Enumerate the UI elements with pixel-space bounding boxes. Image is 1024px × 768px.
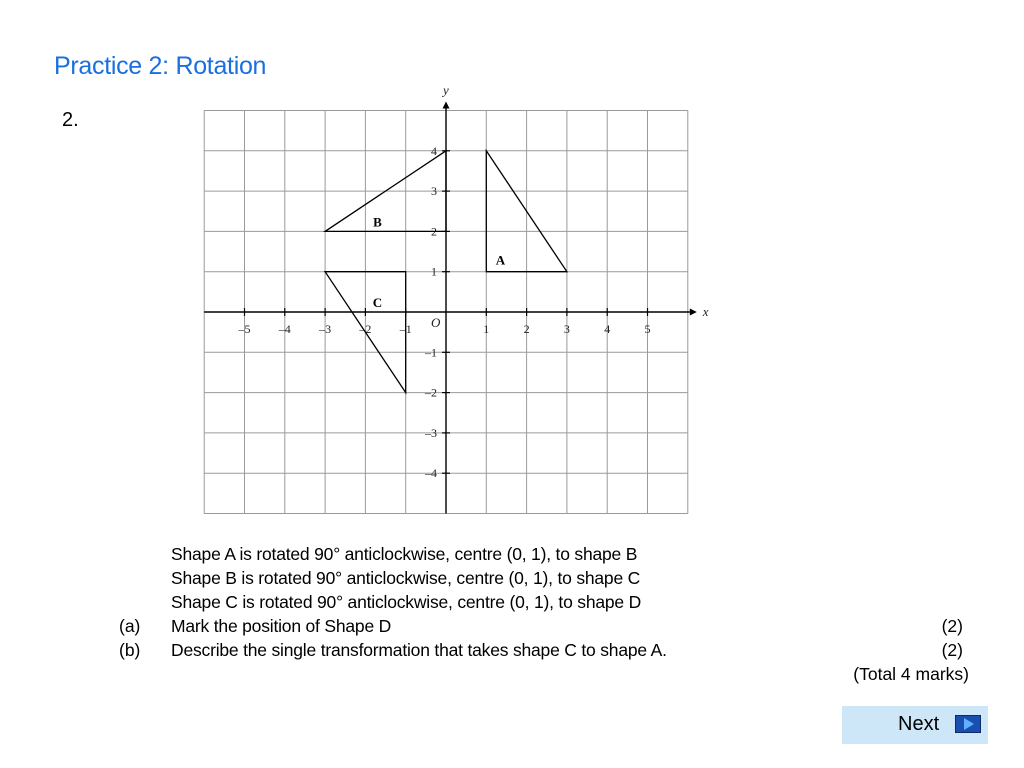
statement-2: Shape B is rotated 90° anticlockwise, centre (0, 1), to shape C xyxy=(171,568,641,588)
shape-c-label: C xyxy=(372,294,383,310)
y-tick-label: –1 xyxy=(425,345,437,360)
y-tick-label: –3 xyxy=(425,425,437,440)
part-a-marks: (2) xyxy=(941,616,963,636)
y-tick-label: 1 xyxy=(431,264,437,279)
x-tick-label: –5 xyxy=(238,322,251,336)
part-b-letter: (b) xyxy=(119,640,141,660)
x-tick-label: 2 xyxy=(523,322,530,336)
page-title: Practice 2: Rotation xyxy=(54,52,267,80)
y-axis-label: y xyxy=(443,82,449,98)
next-label: Next xyxy=(898,713,940,735)
y-tick-label: 3 xyxy=(431,184,437,199)
x-tick-label: 3 xyxy=(563,322,570,336)
x-tick-label: –2 xyxy=(359,322,372,336)
y-tick-label: –4 xyxy=(425,466,437,481)
origin-label: O xyxy=(431,315,441,330)
x-axis-label: x xyxy=(702,304,709,319)
x-axis-arrow-icon xyxy=(690,309,697,316)
shape-a-label: A xyxy=(495,252,506,268)
y-axis-arrow-icon xyxy=(443,102,450,109)
y-tick-label: 4 xyxy=(431,143,437,158)
x-tick-label: 5 xyxy=(644,322,651,336)
part-a-text: Mark the position of Shape D xyxy=(171,616,392,636)
part-a-letter: (a) xyxy=(119,616,141,636)
x-tick-label: –1 xyxy=(399,322,412,336)
question-number: 2. xyxy=(62,109,79,131)
x-tick-label: 1 xyxy=(483,322,490,336)
statement-1: Shape A is rotated 90° anticlockwise, centre (0, 1), to shape B xyxy=(171,544,638,564)
total-marks: (Total 4 marks) xyxy=(853,664,969,684)
shape-b-label: B xyxy=(373,214,382,230)
x-tick-label: –3 xyxy=(319,322,332,336)
part-b-text: Describe the single transformation that takes shape C to shape A. xyxy=(171,640,667,660)
part-b-marks: (2) xyxy=(941,640,963,660)
x-tick-label: –4 xyxy=(278,322,291,336)
next-button[interactable] xyxy=(842,706,988,744)
play-arrow-icon xyxy=(955,715,981,733)
y-tick-label: –2 xyxy=(425,385,437,400)
x-tick-label: 4 xyxy=(604,322,611,336)
statement-3: Shape C is rotated 90° anticlockwise, centre (0, 1), to shape D xyxy=(171,592,642,612)
y-tick-label: 2 xyxy=(431,224,437,239)
